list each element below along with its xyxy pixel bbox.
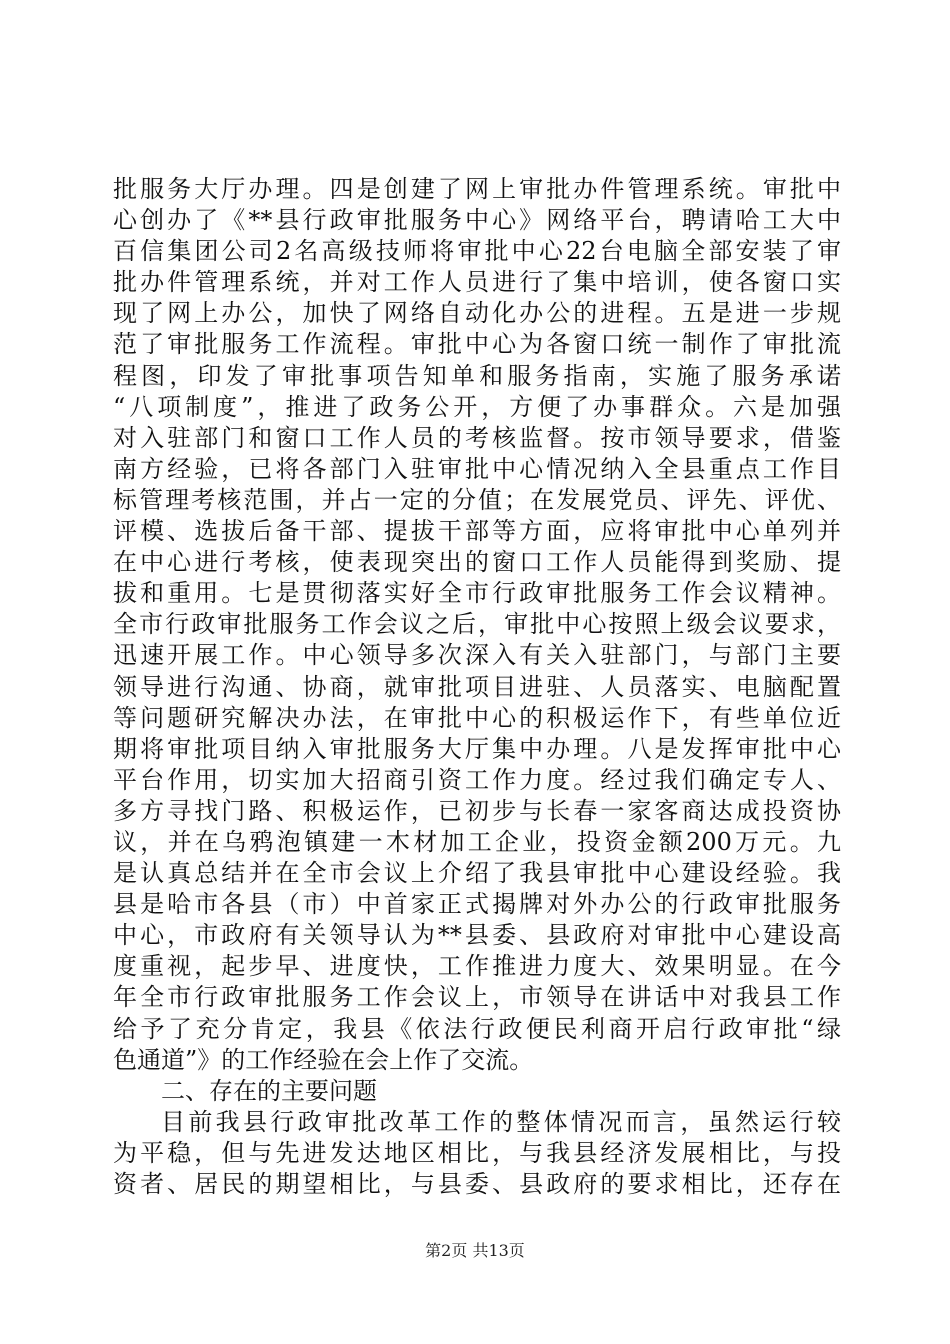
body-line: 在中心进行考核，使表现突出的窗口工作人员能得到奖励、提 — [113, 548, 841, 577]
body-line: 百信集团公司2名高级技师将审批中心22台电脑全部安装了审 — [113, 237, 841, 266]
body-line: 批服务大厅办理。四是创建了网上审批办件管理系统。审批中 — [113, 175, 841, 203]
section-heading: 二、存在的主要问题 — [161, 1076, 377, 1105]
body-line: 色通道”》的工作经验在会上作了交流。 — [113, 1045, 534, 1074]
body-line: 是认真总结并在全市会议上介绍了我县审批中心建设经验。我 — [113, 859, 841, 888]
body-line: 议，并在乌鸦泡镇建一木材加工企业，投资金额200万元。九 — [113, 827, 841, 856]
body-line: 领导进行沟通、协商，就审批项目进驻、人员落实、电脑配置 — [113, 672, 841, 701]
section-paragraph-line: 资者、居民的期望相比，与县委、县政府的要求相比，还存在 — [113, 1170, 841, 1198]
body-line: 标管理考核范围，并占一定的分值；在发展党员、评先、评优、 — [113, 485, 841, 514]
body-line: 范了审批服务工作流程。审批中心为各窗口统一制作了审批流 — [113, 330, 841, 359]
body-line: 全市行政审批服务工作会议之后，审批中心按照上级会议要求， — [113, 610, 841, 639]
body-line: 对入驻部门和窗口工作人员的考核监督。按市领导要求，借鉴 — [113, 423, 841, 452]
body-line: 多方寻找门路、积极运作，已初步与长春一家客商达成投资协 — [113, 796, 841, 825]
body-line: 现了网上办公，加快了网络自动化办公的进程。五是进一步规 — [113, 299, 841, 328]
body-line: 等问题研究解决办法，在审批中心的积极运作下，有些单位近 — [113, 703, 841, 732]
document-body — [113, 174, 841, 1200]
body-line: 中心，市政府有关领导认为**县委、县政府对审批中心建设高 — [113, 921, 841, 950]
body-line: 度重视，起步早、进度快，工作推进力度大、效果明显。在今 — [113, 952, 841, 981]
body-line: 南方经验，已将各部门入驻审批中心情况纳入全县重点工作目 — [113, 454, 841, 483]
body-line: 期将审批项目纳入审批服务大厅集中办理。八是发挥审批中心 — [113, 734, 841, 763]
body-line: 迅速开展工作。中心领导多次深入有关入驻部门，与部门主要 — [113, 641, 841, 670]
page-number: 第2页 共13页 — [425, 1241, 525, 1260]
section-paragraph-line: 目前我县行政审批改革工作的整体情况而言，虽然运行较 — [161, 1107, 841, 1136]
body-line: 拔和重用。七是贯彻落实好全市行政审批服务工作会议精神。 — [113, 579, 841, 608]
section-paragraph-line: 为平稳，但与先进发达地区相比，与我县经济发展相比，与投 — [113, 1138, 841, 1167]
body-line: 程图，印发了审批事项告知单和服务指南，实施了服务承诺 — [113, 361, 841, 390]
body-line: 给予了充分肯定，我县《依法行政便民利商开启行政审批“绿 — [113, 1014, 841, 1043]
body-line: 县是哈市各县（市）中首家正式揭牌对外办公的行政审批服务 — [113, 890, 841, 919]
body-line: 心创办了《**县行政审批服务中心》网络平台，聘请哈工大中 — [113, 206, 841, 235]
body-line: 评模、选拔后备干部、提拔干部等方面，应将审批中心单列并 — [113, 517, 841, 546]
body-line: 年全市行政审批服务工作会议上，市领导在讲话中对我县工作 — [113, 983, 841, 1012]
body-line: “八项制度”，推进了政务公开，方便了办事群众。六是加强 — [113, 392, 841, 421]
body-line: 批办件管理系统，并对工作人员进行了集中培训，使各窗口实 — [113, 268, 841, 297]
body-line: 平台作用，切实加大招商引资工作力度。经过我们确定专人、 — [113, 765, 841, 794]
